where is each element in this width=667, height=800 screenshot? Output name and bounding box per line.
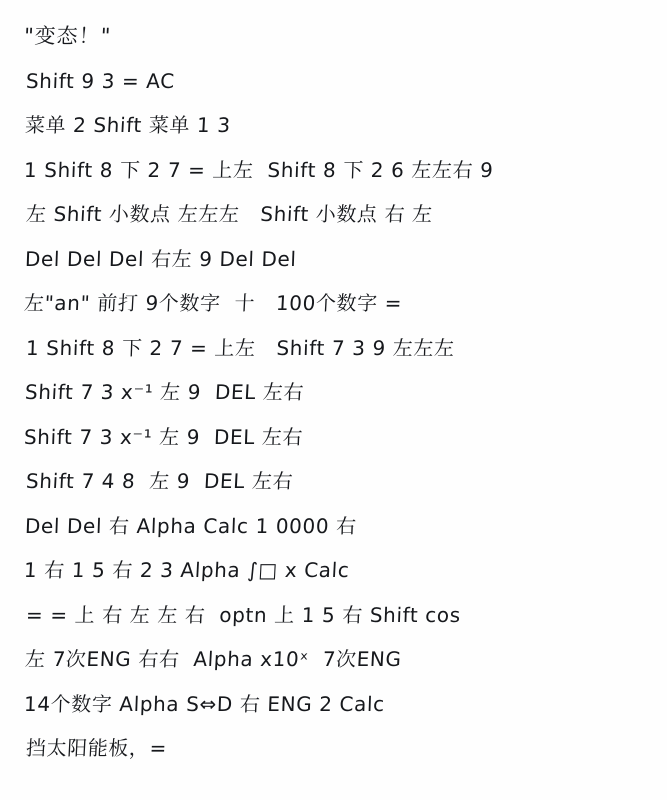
note-line: Shift 7 3 x⁻¹ 左 9 DEL 左右 [23,424,304,449]
note-line: 1 右 1 5 右 2 3 Alpha ∫□ x Calc [23,558,351,582]
note-line: 左 Shift 小数点 左左左 Shift 小数点 右 左 [25,202,434,226]
note-line: 1 Shift 8 下 2 7 = 上左 Shift 8 下 2 6 左左右 9 [23,157,494,182]
note-line: 14个数字 Alpha S⇔D 右 ENG 2 Calc [23,691,386,716]
note-line: 挡太阳能板，= [25,736,168,760]
note-line: = = 上 右 左 左 右 optn 上 1 5 右 Shift cos [25,602,462,627]
note-line: Del Del Del 右左 9 Del Del [24,246,298,271]
note-line: 左 7次ENG 右右 Alpha x10ˣ 7次ENG [24,647,403,671]
note-line: Shift 7 3 x⁻¹ 左 9 DEL 左右 [24,380,305,404]
note-line: Shift 7 4 8 左 9 DEL 左右 [25,469,294,493]
note-line: 菜单 2 Shift 菜单 1 3 [24,113,232,137]
note-line: 1 Shift 8 下 2 7 = 上左 Shift 7 3 9 左左左 [25,335,455,360]
note-line: Del Del 右 Alpha Calc 1 0000 右 [24,513,358,538]
note-line: Shift 9 3 = AC [25,68,176,93]
note-line: 左"an" 前打 9个数字 十 100个数字 = [23,291,403,315]
note-line-title: "变态！" [23,24,112,48]
